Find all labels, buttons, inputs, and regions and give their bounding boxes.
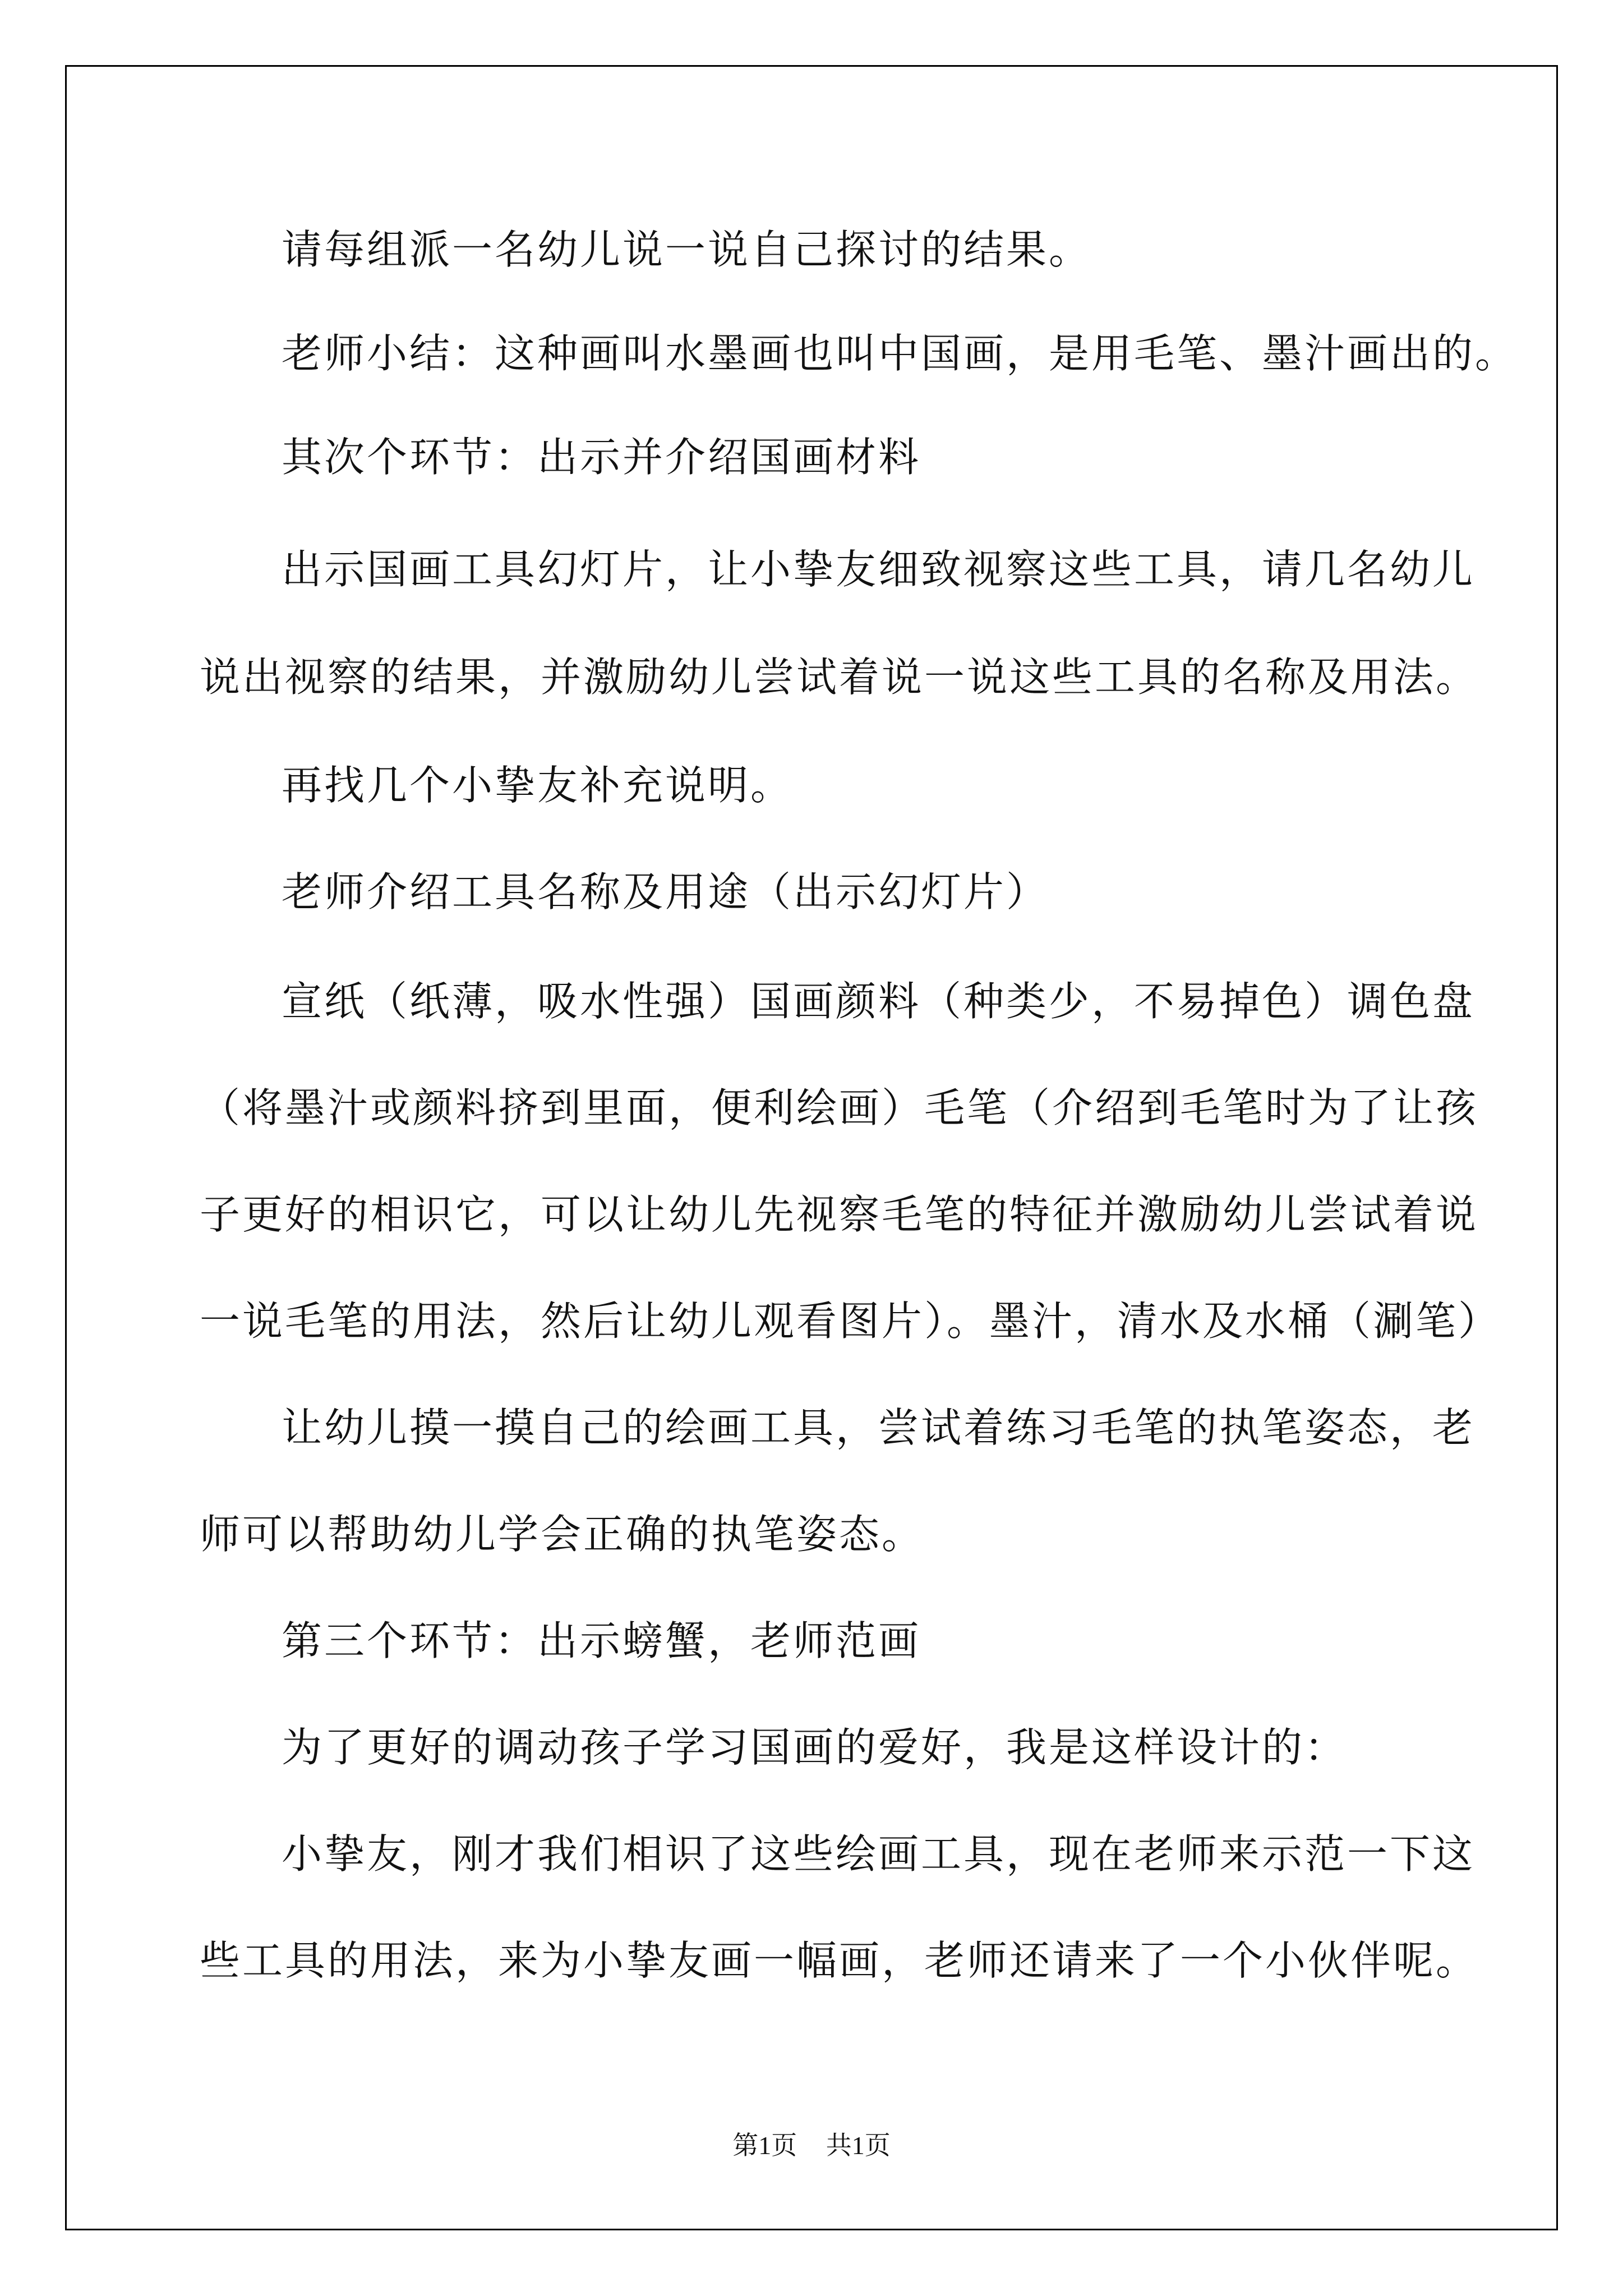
paragraph-line: 师可以帮助幼儿学会正确的执笔姿态。 [200,1511,925,1558]
paragraph-line: 再找几个小挚友补充说明。 [282,762,794,809]
page-border [65,65,1558,2230]
paragraph-line: 些工具的用法，来为小挚友画一幅画，老师还请来了一个小伙伴呢。 [200,1937,1479,1984]
paragraph-line: 为了更好的调动孩子学习国画的爱好，我是这样设计的： [282,1724,1348,1771]
page-footer [0,2129,1623,2162]
paragraph-line: 让幼儿摸一摸自己的绘画工具，尝试着练习毛笔的执笔姿态，老 [282,1404,1476,1451]
paragraph-line: 宣纸（纸薄，吸水性强）国画颜料（种类少，不易掉色）调色盘 [282,978,1476,1025]
paragraph-line: 小挚友，刚才我们相识了这些绘画工具，现在老师来示范一下这 [282,1830,1476,1878]
paragraph-line: 老师介绍工具名称及用途（出示幻灯片） [282,868,1049,915]
paragraph-line: 说出视察的结果，并激励幼儿尝试着说一说这些工具的名称及用法。 [200,654,1479,701]
page-total: 共1页 [826,2131,891,2160]
paragraph-line: 一说毛笔的用法，然后让幼儿观看图片）。墨汁，清水及水桶（涮笔） [200,1297,1501,1345]
paragraph-line: 请每组派一名幼儿说一说自己探讨的结果。 [282,226,1092,273]
paragraph-line: 出示国画工具幻灯片，让小挚友细致视察这些工具，请几名幼儿 [282,546,1476,593]
paragraph-heading: 其次个环节：出示并介绍国画材料 [282,434,921,481]
page-number: 第1页 [732,2131,797,2160]
paragraph-heading: 第三个环节：出示螃蟹，老师范画 [282,1617,921,1664]
paragraph-line: 老师小结：这种画叫水墨画也叫中国画，是用毛笔、墨汁画出的。 [282,330,1518,377]
paragraph-line: （将墨汁或颜料挤到里面，便利绘画）毛笔（介绍到毛笔时为了让孩 [200,1084,1479,1131]
paragraph-line: 子更好的相识它，可以让幼儿先视察毛笔的特征并激励幼儿尝试着说 [200,1191,1479,1238]
